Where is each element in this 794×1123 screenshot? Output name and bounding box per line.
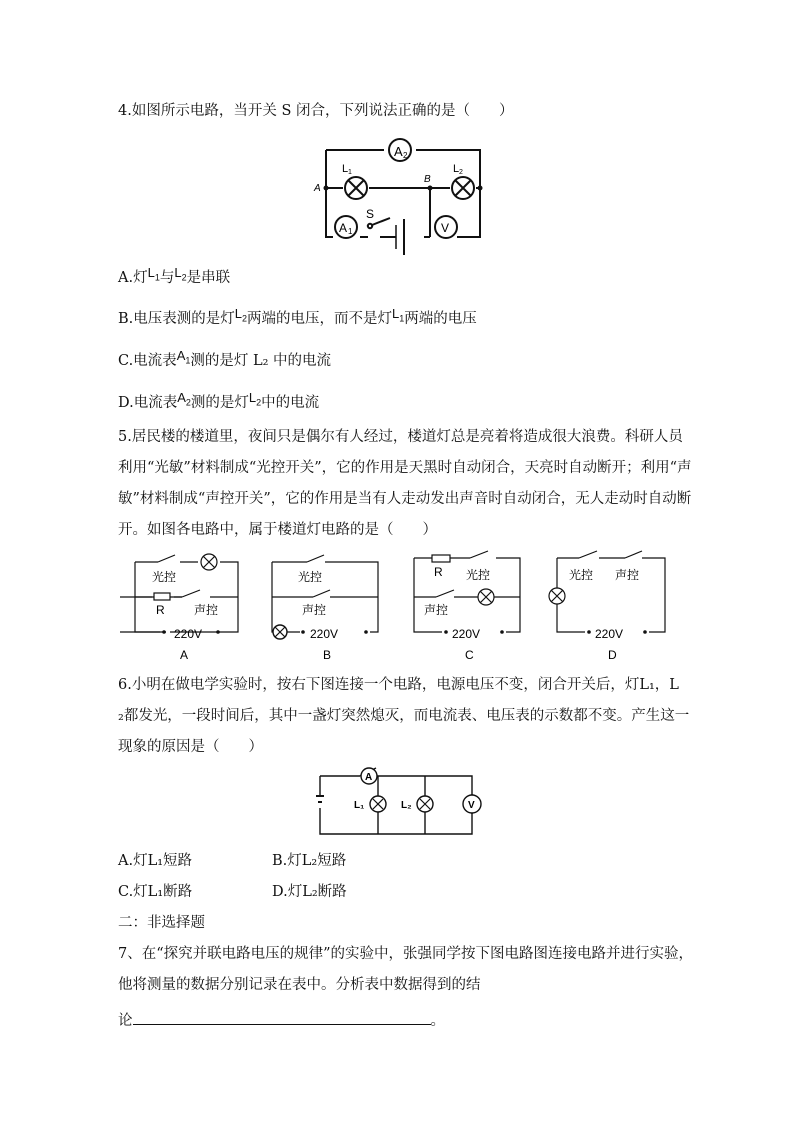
q5-circuit-d [549, 551, 665, 662]
q6-line-3: 现象的原因是（ ） [118, 739, 263, 755]
q5-circuit-options [120, 548, 680, 666]
q7-line-2: 他将测量的数据分别记录在表中。分析表中数据得到的结 [118, 977, 481, 993]
q5-d-voltage: 220V [595, 627, 624, 641]
q6-option-a: A.灯L₁短路 [118, 853, 193, 869]
q6-meter-v: V [468, 800, 475, 811]
q5-d-light-ctrl: 光控 [569, 568, 594, 582]
q4-lamp-l1-sub: 1 [348, 169, 352, 176]
q4-option-a: A.灯$L_1$与$L_2$是串联 [118, 265, 231, 286]
q5-b-light-ctrl: 光控 [298, 570, 323, 584]
q5-label-a: A [180, 648, 189, 662]
q5-circuit-b [272, 555, 378, 662]
section-2-heading: 二：非选择题 [118, 915, 205, 931]
q5-c-voltage: 220V [452, 627, 481, 641]
q4-circuit-figure [310, 135, 490, 245]
q5-label-d: D [608, 648, 617, 662]
q5-c-resistor: R [434, 565, 443, 579]
q4-lamp-l2-sub: 2 [459, 169, 463, 176]
q4-meter-a1-sub: 1 [348, 227, 353, 236]
q5-circuit-c [414, 551, 520, 662]
q5-b-sound-ctrl: 声控 [302, 603, 327, 617]
q5-c-sound-ctrl: 声控 [424, 603, 449, 617]
q4-option-c: C.电流表$A_1$测的是灯 L₂ 中的电流 [118, 348, 332, 369]
q5-circuit-a [120, 554, 238, 662]
q4-lamp-l1-label: L [342, 163, 349, 175]
q4-option-b: B.电压表测的是灯$L_2$两端的电压，而不是灯$L_1$两端的电压 [118, 306, 477, 327]
q7-line-1: 7、在“探究并联电路电压的规律”的实验中，张强同学按下图电路图连接电路并进行实验， [118, 946, 694, 962]
q6-option-d: D.灯L₂断路 [272, 884, 347, 900]
q5-a-resistor: R [156, 603, 165, 617]
q6-line-2: ₂都发光，一段时间后，其中一盏灯突然熄灭，而电流表、电压表的示数都不变。产生这一 [118, 708, 690, 724]
q4-node-b: B [424, 174, 431, 185]
q5-line-4: 开。如图各电路中，属于楼道灯电路的是（ ） [118, 522, 437, 538]
q6-meter-a: A [365, 772, 373, 783]
q5-a-sound-ctrl: 声控 [194, 603, 219, 617]
q4-lamp-l2-label: L [453, 163, 460, 175]
q6-circuit-figure [312, 766, 487, 838]
q4-meter-a2-sub: 2 [403, 151, 408, 160]
q5-label-b: B [323, 648, 332, 662]
q4-meter-v: V [441, 221, 450, 235]
q7-line-3: 论 。 [118, 1010, 445, 1031]
q4-stem: 4.如图所示电路，当开关 S 闭合，下列说法正确的是（ ） [118, 103, 514, 119]
q7-answer-blank[interactable] [133, 1010, 431, 1025]
q4-option-d: D.电流表$A_2$测的是灯$L_2$中的电流 [118, 390, 320, 411]
q5-a-light-ctrl: 光控 [152, 570, 177, 584]
q4-meter-a1-label: A [339, 221, 348, 235]
q4-node-a: A [314, 183, 321, 194]
q6-line-1: 6.小明在做电学实验时，按右下图连接一个电路，电源电压不变，闭合开关后，灯L₁，L [118, 677, 679, 693]
q6-lamp-l2: L₂ [401, 800, 412, 811]
q4-switch-s: S [366, 207, 375, 221]
q5-a-voltage: 220V [174, 627, 203, 641]
q5-c-light-ctrl: 光控 [466, 568, 491, 582]
q4-meter-a2-label: A [394, 144, 403, 159]
q5-line-3: 敏”材料制成“声控开关”，它的作用是当有人走动发出声音时自动闭合，无人走动时自动断 [118, 491, 692, 507]
q5-b-voltage: 220V [310, 627, 339, 641]
q6-option-c: C.灯L₁断路 [118, 884, 193, 900]
q5-label-c: C [465, 648, 474, 662]
q5-line-2: 利用“光敏”材料制成“光控开关”，它的作用是天黑时自动闭合，天亮时自动断开；利用“声 [118, 460, 692, 476]
q6-option-b: B.灯L₂短路 [272, 853, 347, 869]
q5-d-sound-ctrl: 声控 [615, 568, 640, 582]
q5-line-1: 5.居民楼的楼道里，夜间只是偶尔有人经过，楼道灯总是亮着将造成很大浪费。科研人员 [118, 429, 683, 445]
q6-lamp-l1: L₁ [354, 800, 365, 811]
